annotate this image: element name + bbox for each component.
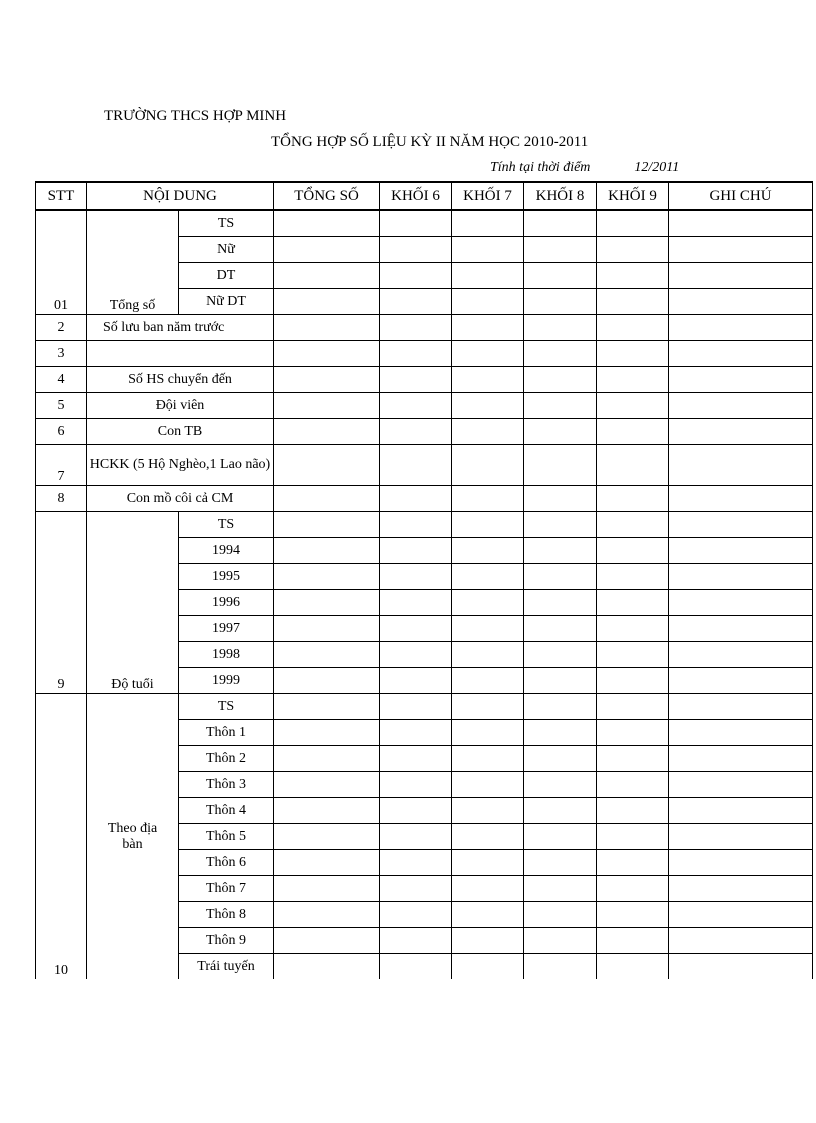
sub-label: Thôn 6 — [179, 850, 274, 876]
cell[interactable] — [380, 315, 452, 341]
cell[interactable] — [669, 798, 813, 824]
cell[interactable] — [380, 694, 452, 720]
cell[interactable] — [452, 445, 524, 486]
cell[interactable] — [669, 720, 813, 746]
cell[interactable] — [274, 486, 380, 512]
cell[interactable] — [274, 538, 380, 564]
row-stt: 3 — [36, 341, 87, 367]
cell[interactable] — [274, 850, 380, 876]
cell[interactable] — [380, 642, 452, 668]
cell[interactable] — [524, 590, 597, 616]
sub-label: Thôn 8 — [179, 902, 274, 928]
cell[interactable] — [452, 512, 524, 538]
cell[interactable] — [380, 772, 452, 798]
row-label: Tổng số — [87, 210, 179, 315]
cell[interactable] — [669, 564, 813, 590]
cell[interactable] — [274, 341, 380, 367]
cell[interactable] — [597, 668, 669, 694]
cell[interactable] — [597, 263, 669, 289]
col-grade-7: KHỐI 7 — [452, 182, 524, 210]
cell[interactable] — [274, 954, 380, 980]
row-stt: 2 — [36, 315, 87, 341]
cell[interactable] — [524, 850, 597, 876]
cell[interactable] — [524, 419, 597, 445]
cell[interactable] — [452, 772, 524, 798]
table-row — [36, 341, 813, 367]
cell[interactable] — [597, 419, 669, 445]
cell[interactable] — [452, 393, 524, 419]
table-row — [36, 486, 813, 512]
sub-label: DT — [179, 263, 274, 289]
col-grade-6: KHỐI 6 — [380, 182, 452, 210]
cell[interactable] — [452, 315, 524, 341]
cell[interactable] — [597, 237, 669, 263]
row-stt: 4 — [36, 367, 87, 393]
cell[interactable] — [380, 564, 452, 590]
row-stt: 01 — [36, 210, 87, 315]
table-row — [36, 210, 813, 237]
cell[interactable] — [380, 590, 452, 616]
statistics-table — [35, 181, 813, 979]
cell[interactable] — [524, 902, 597, 928]
cell[interactable] — [380, 210, 452, 237]
cell[interactable] — [597, 486, 669, 512]
cell[interactable] — [380, 445, 452, 486]
cell[interactable] — [524, 694, 597, 720]
cell[interactable] — [669, 538, 813, 564]
cell[interactable] — [669, 850, 813, 876]
cell[interactable] — [669, 954, 813, 980]
cell[interactable] — [380, 367, 452, 393]
cell[interactable] — [669, 341, 813, 367]
header-row — [36, 182, 813, 210]
cell[interactable] — [597, 538, 669, 564]
cell[interactable] — [524, 720, 597, 746]
row-stt: 6 — [36, 419, 87, 445]
cell[interactable] — [380, 928, 452, 954]
cell[interactable] — [274, 642, 380, 668]
cell[interactable] — [452, 486, 524, 512]
cell[interactable] — [669, 694, 813, 720]
row-label: Số lưu ban năm trước — [87, 315, 274, 341]
cell[interactable] — [380, 263, 452, 289]
cell[interactable] — [669, 902, 813, 928]
cell[interactable] — [452, 210, 524, 237]
cell[interactable] — [524, 367, 597, 393]
sub-label: Thôn 7 — [179, 876, 274, 902]
row-label: Con TB — [87, 419, 274, 445]
cell[interactable] — [669, 210, 813, 237]
cell[interactable] — [380, 746, 452, 772]
cell[interactable] — [669, 289, 813, 315]
cell[interactable] — [524, 210, 597, 237]
cell[interactable] — [524, 798, 597, 824]
report-title: TỔNG HỢP SỐ LIỆU KỲ II NĂM HỌC 2010-2011 — [271, 134, 589, 150]
cell[interactable] — [669, 824, 813, 850]
cell[interactable] — [524, 876, 597, 902]
cell[interactable] — [274, 668, 380, 694]
cell[interactable] — [452, 538, 524, 564]
cell[interactable] — [597, 445, 669, 486]
sub-label: 1999 — [179, 668, 274, 694]
cell[interactable] — [380, 824, 452, 850]
col-grade-8: KHỐI 8 — [524, 182, 597, 210]
cell[interactable] — [452, 419, 524, 445]
sub-label: TS — [179, 694, 274, 720]
cell[interactable] — [274, 263, 380, 289]
cell[interactable] — [669, 419, 813, 445]
sub-label: Thôn 5 — [179, 824, 274, 850]
cell[interactable] — [597, 772, 669, 798]
cell[interactable] — [380, 341, 452, 367]
cell[interactable] — [274, 590, 380, 616]
cell[interactable] — [452, 694, 524, 720]
cell[interactable] — [597, 564, 669, 590]
as-of-label: Tính tại thời điểm — [490, 160, 591, 175]
cell[interactable] — [380, 954, 452, 980]
cell[interactable] — [380, 902, 452, 928]
cell[interactable] — [597, 642, 669, 668]
cell[interactable] — [274, 445, 380, 486]
cell[interactable] — [274, 289, 380, 315]
sub-label: 1998 — [179, 642, 274, 668]
sub-label: 1994 — [179, 538, 274, 564]
cell[interactable] — [524, 824, 597, 850]
cell[interactable] — [274, 928, 380, 954]
cell[interactable] — [452, 668, 524, 694]
cell[interactable] — [524, 263, 597, 289]
cell[interactable] — [274, 315, 380, 341]
table-row — [36, 419, 813, 445]
cell[interactable] — [380, 393, 452, 419]
cell[interactable] — [274, 772, 380, 798]
cell[interactable] — [597, 315, 669, 341]
as-of-date: 12/2011 — [634, 160, 680, 175]
cell[interactable] — [524, 668, 597, 694]
row-stt: 10 — [36, 694, 87, 980]
row-label: HCKK (5 Hộ Nghèo,1 Lao não) — [87, 445, 274, 486]
sub-label: 1995 — [179, 564, 274, 590]
cell[interactable] — [669, 263, 813, 289]
cell[interactable] — [669, 668, 813, 694]
cell[interactable] — [597, 876, 669, 902]
cell[interactable] — [380, 798, 452, 824]
cell[interactable] — [669, 367, 813, 393]
cell[interactable] — [452, 720, 524, 746]
sub-label: Thôn 3 — [179, 772, 274, 798]
sub-label: Thôn 1 — [179, 720, 274, 746]
table-row — [36, 512, 813, 538]
cell[interactable] — [274, 237, 380, 263]
row-stt: 5 — [36, 393, 87, 419]
cell[interactable] — [274, 694, 380, 720]
cell[interactable] — [274, 393, 380, 419]
cell[interactable] — [452, 824, 524, 850]
cell[interactable] — [524, 289, 597, 315]
cell[interactable] — [380, 512, 452, 538]
cell[interactable] — [524, 393, 597, 419]
cell[interactable] — [274, 746, 380, 772]
sub-label: Nữ DT — [179, 289, 274, 315]
cell[interactable] — [597, 694, 669, 720]
col-stt: STT — [36, 182, 87, 210]
cell[interactable] — [452, 263, 524, 289]
cell[interactable] — [669, 590, 813, 616]
cell[interactable] — [452, 902, 524, 928]
cell[interactable] — [597, 590, 669, 616]
cell[interactable] — [524, 642, 597, 668]
cell[interactable] — [597, 824, 669, 850]
cell[interactable] — [669, 393, 813, 419]
cell[interactable] — [597, 393, 669, 419]
cell[interactable] — [597, 616, 669, 642]
sub-label: 1997 — [179, 616, 274, 642]
cell[interactable] — [597, 289, 669, 315]
cell[interactable] — [524, 237, 597, 263]
cell[interactable] — [452, 746, 524, 772]
cell[interactable] — [274, 210, 380, 237]
row-label: Con mồ côi cả CM — [87, 486, 274, 512]
col-grade-9: KHỐI 9 — [597, 182, 669, 210]
cell[interactable] — [274, 564, 380, 590]
cell[interactable] — [669, 512, 813, 538]
cell[interactable] — [597, 902, 669, 928]
cell[interactable] — [452, 798, 524, 824]
cell[interactable] — [669, 642, 813, 668]
cell[interactable] — [380, 486, 452, 512]
row-stt: 7 — [36, 445, 87, 486]
cell[interactable] — [452, 289, 524, 315]
cell[interactable] — [274, 419, 380, 445]
cell[interactable] — [524, 538, 597, 564]
sub-label: Trái tuyến — [179, 954, 274, 980]
sub-label: Thôn 4 — [179, 798, 274, 824]
col-total: TỔNG SỐ — [274, 182, 380, 210]
cell[interactable] — [274, 798, 380, 824]
cell[interactable] — [597, 367, 669, 393]
sub-label: Thôn 9 — [179, 928, 274, 954]
cell[interactable] — [669, 928, 813, 954]
table-row — [36, 393, 813, 419]
cell[interactable] — [669, 616, 813, 642]
cell[interactable] — [274, 367, 380, 393]
cell[interactable] — [524, 616, 597, 642]
cell[interactable] — [597, 210, 669, 237]
cell[interactable] — [524, 746, 597, 772]
row-stt: 8 — [36, 486, 87, 512]
cell[interactable] — [380, 616, 452, 642]
cell[interactable] — [597, 720, 669, 746]
cell[interactable] — [524, 486, 597, 512]
cell[interactable] — [274, 824, 380, 850]
cell[interactable] — [669, 876, 813, 902]
cell[interactable] — [274, 876, 380, 902]
cell[interactable] — [597, 928, 669, 954]
sub-label: 1996 — [179, 590, 274, 616]
table-row — [36, 694, 813, 720]
col-content: NỘI DUNG — [87, 182, 274, 210]
cell[interactable] — [380, 720, 452, 746]
cell[interactable] — [669, 486, 813, 512]
cell[interactable] — [524, 315, 597, 341]
cell[interactable] — [524, 954, 597, 980]
cell[interactable] — [380, 289, 452, 315]
cell[interactable] — [274, 616, 380, 642]
cell[interactable] — [597, 798, 669, 824]
cell[interactable] — [524, 772, 597, 798]
cell[interactable] — [524, 512, 597, 538]
school-name: TRƯỜNG THCS HỢP MINH — [104, 108, 287, 124]
cell[interactable] — [524, 445, 597, 486]
cell[interactable] — [452, 850, 524, 876]
cell[interactable] — [597, 341, 669, 367]
sub-label: TS — [179, 210, 274, 237]
cell[interactable] — [669, 315, 813, 341]
cell[interactable] — [274, 720, 380, 746]
cell[interactable] — [452, 341, 524, 367]
col-notes: GHI CHÚ — [669, 182, 813, 210]
cell[interactable] — [669, 746, 813, 772]
table-row — [36, 445, 813, 486]
row-label: Số HS chuyển đến — [87, 367, 274, 393]
table-row — [36, 315, 813, 341]
row-label: Độ tuổi — [87, 512, 179, 694]
cell[interactable] — [524, 564, 597, 590]
cell[interactable] — [274, 902, 380, 928]
cell[interactable] — [452, 616, 524, 642]
cell[interactable] — [597, 512, 669, 538]
cell[interactable] — [380, 850, 452, 876]
cell[interactable] — [597, 954, 669, 980]
cell[interactable] — [669, 445, 813, 486]
cell[interactable] — [452, 928, 524, 954]
cell[interactable] — [524, 928, 597, 954]
cell[interactable] — [380, 237, 452, 263]
cell[interactable] — [380, 538, 452, 564]
as-of-line — [490, 160, 679, 176]
cell[interactable] — [274, 512, 380, 538]
cell[interactable] — [669, 772, 813, 798]
cell[interactable] — [452, 954, 524, 980]
cell[interactable] — [452, 367, 524, 393]
sub-label: TS — [179, 512, 274, 538]
row-label: Đội viên — [87, 393, 274, 419]
cell[interactable] — [452, 642, 524, 668]
sub-label: Thôn 2 — [179, 746, 274, 772]
cell[interactable] — [597, 850, 669, 876]
cell[interactable] — [524, 341, 597, 367]
cell[interactable] — [452, 237, 524, 263]
cell[interactable] — [380, 876, 452, 902]
row-stt: 9 — [36, 512, 87, 694]
cell[interactable] — [380, 419, 452, 445]
table-row — [36, 367, 813, 393]
cell[interactable] — [452, 564, 524, 590]
cell[interactable] — [452, 876, 524, 902]
row-label — [87, 341, 274, 367]
cell[interactable] — [452, 590, 524, 616]
row-label: Theo địa bàn — [87, 694, 179, 980]
cell[interactable] — [669, 237, 813, 263]
cell[interactable] — [597, 746, 669, 772]
cell[interactable] — [380, 668, 452, 694]
sub-label: Nữ — [179, 237, 274, 263]
